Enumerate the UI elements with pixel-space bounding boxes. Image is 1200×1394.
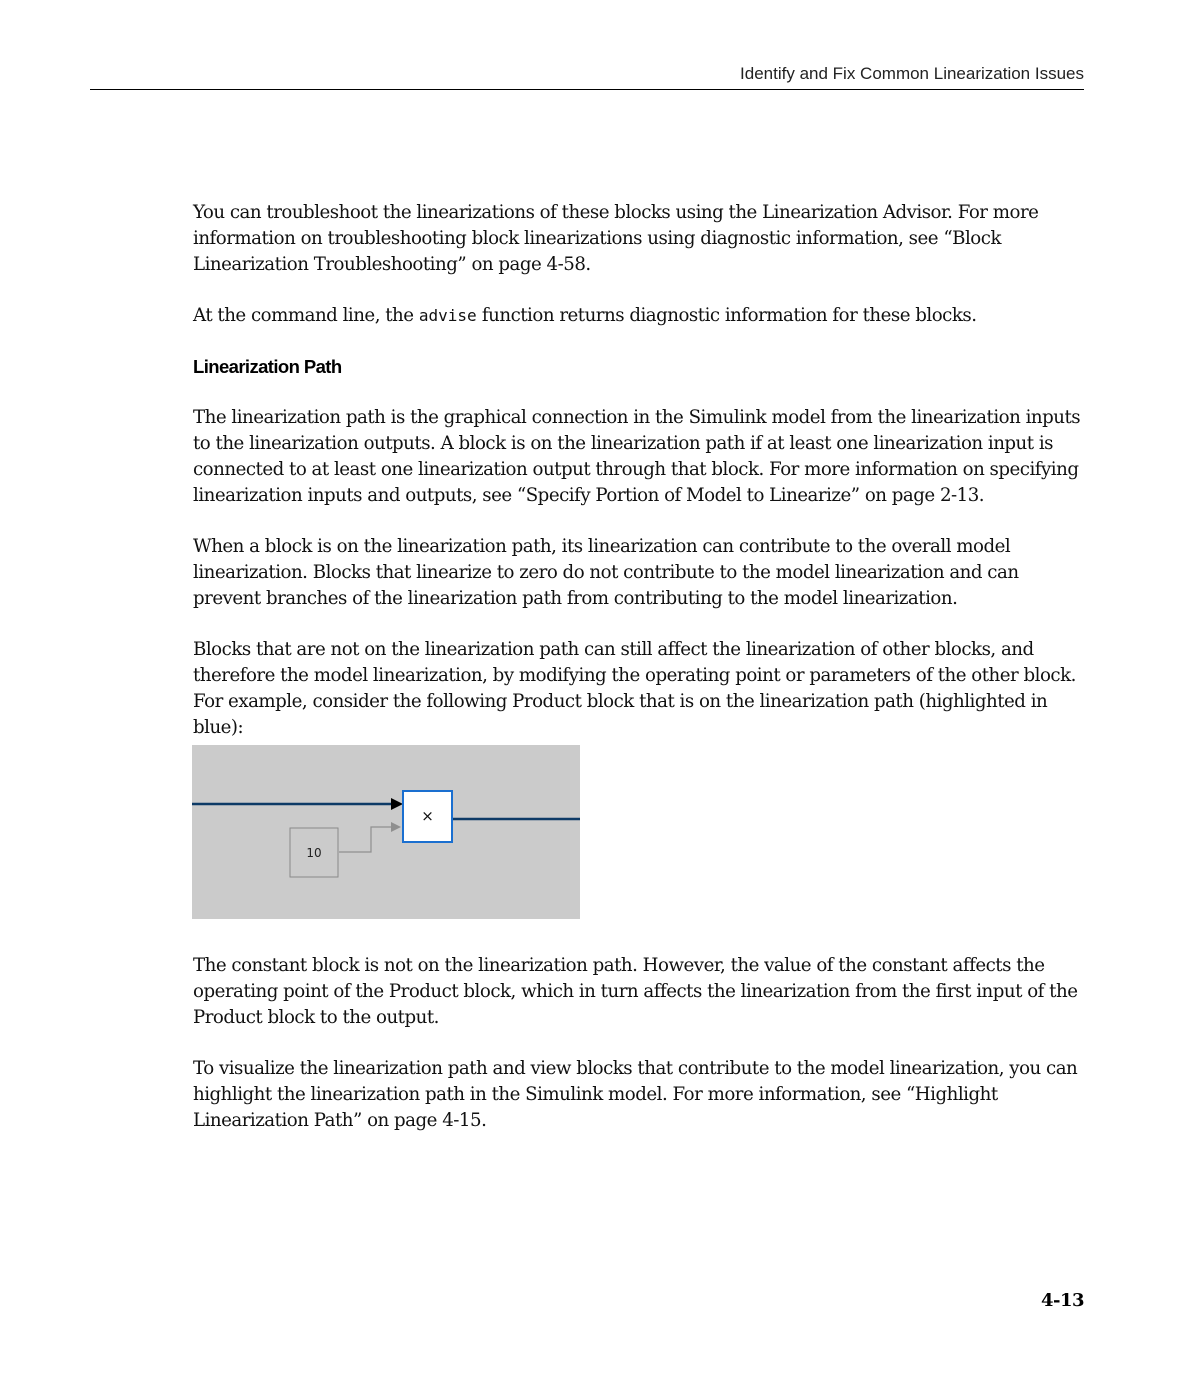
section-heading-linearization-path: Linearization Path [193,356,342,377]
advise-code: advise [418,306,477,325]
constant-signal-line [339,827,391,852]
constant-value: 10 [306,846,322,860]
constant-arrow-icon [391,822,401,832]
paragraph-path-contribution: When a block is on the linearization path, its linearization can contribute to the overall model linearization. Blocks that linearize to zero do not contribute to the model linearization and can prevent branches of the linearization path from contributing to the model linearization. [193,536,1019,609]
paragraph-advise-text-after: function returns diagnostic information for these blocks. [476,305,977,326]
simulink-diagram [192,745,580,919]
paragraph-product-example: Blocks that are not on the linearization path can still affect the linearization of other blocks, and therefore the model linearization, by modifying the operating point or parameters of the other block. For example, consider the following Product block that is on the linearization path (highlighted in blue): [193,639,1076,738]
paragraph-advise-text-before: At the command line, the [193,305,419,326]
page-content [193,200,1083,1159]
running-header-title: Identify and Fix Common Linearization Issues [740,64,1084,83]
page-number: 4-13 [1040,1290,1084,1311]
paragraph-path-definition: The linearization path is the graphical connection in the Simulink model from the linearization inputs to the linearization outputs. A block is on the linearization path if at least one linearization input is connected to at least one linearization output through that block. For more information on specifying linearization inputs and outputs, see “Specify Portion of Model to Linearize” on page 2-13. [193,407,1081,506]
running-header [90,62,1084,90]
paragraph-advisor: You can troubleshoot the linearizations of these blocks using the Linearization Advisor. For more information on troubleshooting block linearizations using diagnostic information, see “Block Linearization Troubleshooting” on page 4-58. [193,202,1039,275]
product-symbol: × [421,807,434,825]
input-arrow-icon [391,798,403,810]
paragraph-constant-block: The constant block is not on the linearization path. However, the value of the constant affects the operating point of the Product block, which in turn affects the linearization from the first input of the Product block to the output. [193,955,1078,1028]
paragraph-advise-function [193,303,1083,329]
simulink-diagram-svg [192,745,580,919]
paragraph-highlight-path: To visualize the linearization path and view blocks that contribute to the model linearization, you can highlight the linearization path in the Simulink model. For more information, see “Highlight Linearization Path” on page 4-15. [193,1058,1078,1131]
